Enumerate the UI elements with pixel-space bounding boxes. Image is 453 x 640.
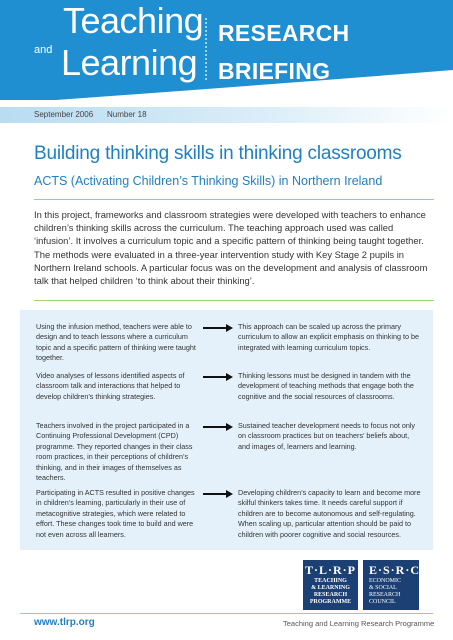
- header-divider: [205, 18, 207, 80]
- page-subtitle: ACTS (Activating Children’s Thinking Skills) in Northern Ireland: [34, 174, 383, 188]
- finding-4: Participating in ACTS resulted in positive changes in children’s learning, particularly in their use of metacognitive strategies, which were related to effort. These changes took time to build and were not even across all learners.: [36, 488, 195, 539]
- footer-programme-name: Teaching and Learning Research Programme: [283, 619, 435, 628]
- arrow-right-icon: [203, 490, 233, 498]
- finding-3: Teachers involved in the project participated in a Continuing Professional Development (CPD) programme. They reported changes in their class room practices, in their perceptions of children’s thinking, and in their images of themselves as teachers.: [36, 421, 193, 483]
- esrc-logo-line: RESEARCH: [369, 592, 401, 598]
- logo-word-and: and: [34, 44, 53, 56]
- footer-website-link[interactable]: www.tlrp.org: [34, 617, 95, 628]
- divider-middle: [34, 300, 434, 301]
- header-banner: [0, 0, 453, 100]
- finding-1: Using the infusion method, teachers were able to design and to teach lessons where a curriculum topic and a specific pattern of thinking were taught together.: [36, 322, 196, 363]
- tlrp-logo-letters: T·L·R·P: [304, 563, 356, 577]
- tlrp-logo: [303, 560, 358, 610]
- implication-3: Sustained teacher development needs to focus not only on classroom practices but on teachers’ beliefs about, and images of, learners and learning.: [238, 421, 416, 451]
- tlrp-logo-line: TEACHING: [314, 578, 347, 584]
- logo-word-teaching: Teaching: [63, 0, 204, 41]
- intro-paragraph: In this project, frameworks and classroom strategies were developed with teachers to enhance children’s thinking skills across the curriculum. The teaching approach used was called ‘infusion’. It involves a curriculum topic and a specific pattern of thinking being taught together. The methods were evaluated in a three-year intervention study with Key Stage 2 pupils in Northern Ireland schools. A particular focus was on the development and analysis of classroom talk that helped children ‘to think about their thinking’.: [34, 209, 428, 287]
- arrow-right-icon: [203, 373, 233, 381]
- implication-2: Thinking lessons must be designed in tandem with the development of teaching methods that engage both the cognitive and the social resources of classrooms.: [238, 371, 414, 401]
- briefing-title-briefing: BRIEFING: [218, 58, 331, 84]
- tlrp-logo-line: RESEARCH: [313, 592, 348, 598]
- arrow-right-icon: [203, 423, 233, 431]
- logo-word-learning: Learning: [61, 42, 198, 83]
- issue-number: Number 18: [107, 110, 147, 119]
- implication-4: Developing children’s capacity to learn and become more skilful thinkers takes time. It needs careful support if children are to become autonomous and self-regulating. When scaling up, particular attention should be paid to children with poorer cognitive and social resources.: [238, 488, 421, 539]
- arrow-right-icon: [203, 324, 233, 332]
- esrc-logo-letters: E·S·R·C: [369, 563, 421, 577]
- tlrp-logo-line: & LEARNING: [311, 585, 350, 591]
- esrc-logo: [363, 560, 419, 610]
- briefing-title-research: RESEARCH: [218, 20, 350, 46]
- esrc-logo-line: & SOCIAL: [369, 585, 397, 591]
- page-title: Building thinking skills in thinking classrooms: [34, 143, 402, 164]
- divider-top: [34, 199, 434, 200]
- finding-2: Video analyses of lessons identified aspects of classroom talk and interactions that helped to develop children’s thinking strategies.: [36, 371, 185, 401]
- esrc-logo-line: ECONOMIC: [369, 578, 402, 584]
- footer-divider: [20, 613, 433, 614]
- issue-date: September 2006: [34, 110, 94, 119]
- esrc-logo-line: COUNCIL: [369, 599, 396, 605]
- implication-1: This approach can be scaled up across the primary curriculum to allow an explicit emphasis on thinking to be integrated with learning curriculum topics.: [238, 322, 419, 352]
- tlrp-logo-line: PROGRAMME: [309, 599, 352, 605]
